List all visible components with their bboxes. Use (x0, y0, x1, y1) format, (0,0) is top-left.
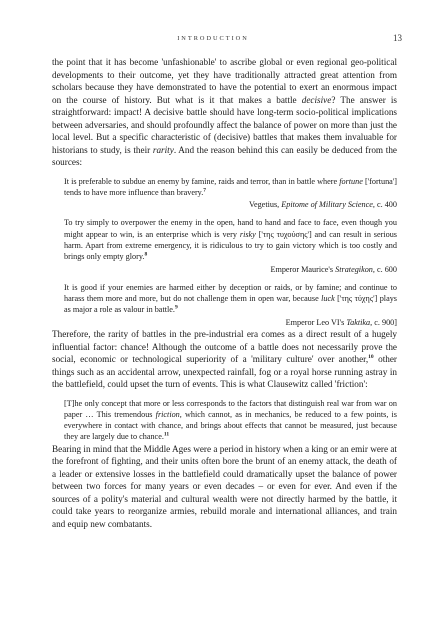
quote-attribution: Vegetius, Epitome of Military Science, c. 400 (248, 200, 397, 210)
paragraph-decisive-battles: the point that it has become 'unfashionable' to ascribe global or even regional geo-political developments to their outcome, yet they have traditionally attracted great attention from scholars because they have demonstrated to have the potential to exert an enormous impact on the course of history. But what is it that makes a battle decisive? The answer is straightforward: impact! A decisive battle should have long-term socio-political implications between adversaries, and should profoundly affect the balance of power on more than just the local level. But a specific characteristic of (decisive) battles that makes them invaluable for historians to study, is their rarity. And the reason behind this can easily be deduced from the sources: (52, 57, 398, 167)
quote-text: [T]he only concept that more or less corresponds to the factors that distinguish real war from war on paper … This tremendous friction, which cannot, as in mechanics, be reduced to a few points, is everywhere in contact with chance, and brings about effects that cannot be measured, just because they are largely due to chance.$^{11}$ (64, 398, 397, 442)
emphasis-rarity: rarity (152, 144, 174, 155)
paragraph-middle-ages: Bearing in mind that the Middle Ages were a period in history when a king or an emir were at the forefront of fighting, and their units often bore the brunt of an enemy attack, the death of a leader or extensive losses in the battlefield could dramatically upset the balance of power between two forces for many years or even decades – or even for ever. And even if the sources of a polity's material and cultural wealth were not directly harmed by the battle, it could take years to reorganize armies, rebuild morale and international alliances, and train and equip new combatants. (52, 443, 397, 529)
footnote-marker[interactable]: 11 (163, 431, 170, 438)
footnote-marker[interactable]: 9 (174, 304, 178, 311)
page-number: 13 (393, 33, 402, 43)
running-head: INTRODUCTION (177, 35, 249, 42)
footnote-marker[interactable]: 8 (144, 251, 148, 258)
quote-text: To try simply to overpower the enemy in the open, hand to hand and face to face, even though you might appear to win, is an enterprise which is very risky ['της τυχούσης'] and can result in serious harm. Apart from extreme emergency, it is ridiculous to try to gain victory which is too costly and brings only empty glory.$^8$ (64, 218, 397, 262)
emphasis-decisive: decisive (301, 94, 332, 105)
quote-maurice (64, 217, 397, 274)
quote-attribution: Emperor Leo VI's Taktika, c. 900] (285, 317, 397, 327)
page-body (52, 56, 397, 530)
footnote-marker[interactable]: 10 (368, 354, 374, 360)
paragraph-chance: Therefore, the rarity of battles in the pre-industrial era comes as a direct result of a hugely influential factor: chance! Although the outcome of a battle does not necessarily prove the social, economic or technological superiority of a 'military culture' over another,$^{10}$ other things such as an accidental arrow, unexpected rainfall, fog or a royal horse running astray in the battlefield, could upset the turn of events. This is what Clausewitz called 'friction': (52, 329, 397, 390)
quote-leo (64, 282, 397, 328)
quote-clausewitz (64, 398, 397, 443)
quote-text: It is preferable to subdue an enemy by famine, raids and terror, than in battle where fortune ['fortuna'] tends to have more influence than bravery.$^7$ (64, 176, 397, 197)
quote-vegetius (64, 176, 397, 211)
quote-attribution: Emperor Maurice's Strategikon, c. 600 (270, 264, 397, 274)
footnote-marker[interactable]: 7 (203, 187, 207, 194)
quote-text: It is good if your enemies are harmed either by deception or raids, or by famine; and continue to harass them more and more, but do not challenge them in open war, because luck ['της τύχης'] plays as major a role as valour in battle.$^9$ (64, 282, 397, 315)
